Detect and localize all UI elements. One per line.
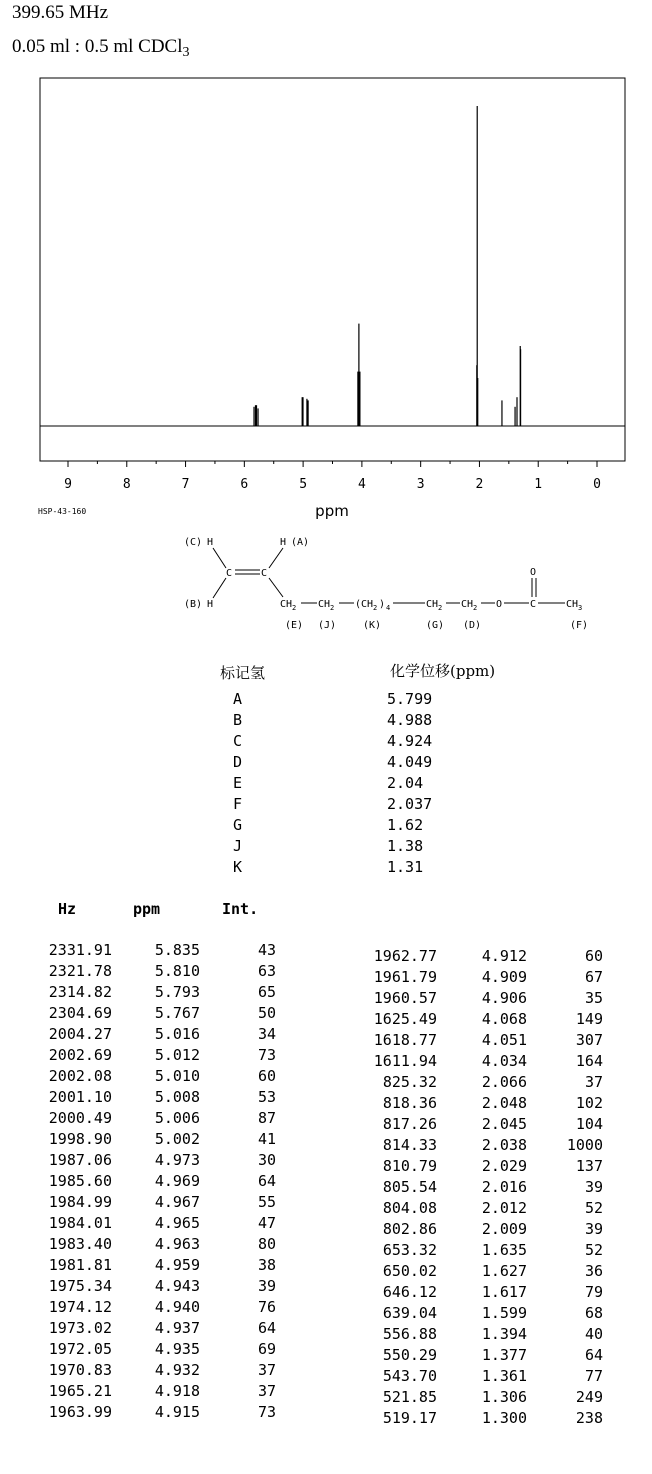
peak-hz: 1984.01 <box>48 1214 112 1232</box>
peak-int: 52 <box>584 1241 603 1259</box>
peak-int: 41 <box>257 1130 276 1148</box>
right-ppm-column <box>445 946 527 1429</box>
assign-shift: 1.38 <box>387 837 424 855</box>
label-j: (J) <box>318 620 337 631</box>
col-header-int: Int. <box>222 900 259 918</box>
sub-2: 2 <box>292 604 297 612</box>
peak-ppm: 2.045 <box>481 1115 527 1133</box>
peak-ppm: 1.599 <box>481 1304 527 1322</box>
peak-ppm: 1.361 <box>481 1367 527 1385</box>
peak-int: 64 <box>584 1346 603 1364</box>
peak-ppm: 5.793 <box>154 983 200 1001</box>
peak-ppm: 4.932 <box>154 1361 200 1379</box>
bond-hb-c <box>213 578 226 598</box>
peak-hz: 2001.10 <box>48 1088 112 1106</box>
sub-2: 2 <box>438 604 443 612</box>
peak-int: 39 <box>584 1178 603 1196</box>
assign-shifts-column <box>387 689 432 878</box>
peak-int: 87 <box>257 1109 276 1127</box>
peak-int: 164 <box>575 1052 603 1070</box>
peak-ppm: 2.048 <box>481 1094 527 1112</box>
peak-ppm: 5.810 <box>154 962 200 980</box>
assign-label: D <box>233 753 243 771</box>
peak-ppm: 4.912 <box>481 947 527 965</box>
peak-int: 39 <box>584 1220 603 1238</box>
atom-o-ester: O <box>496 599 503 610</box>
peak-ppm: 4.973 <box>154 1151 200 1169</box>
x-tick-label: 7 <box>181 477 190 492</box>
x-tick-label: 9 <box>64 477 72 492</box>
peak-hz: 2314.82 <box>48 983 112 1001</box>
peak-int: 76 <box>257 1298 276 1316</box>
peak-int: 50 <box>257 1004 276 1022</box>
peak-int: 37 <box>257 1382 276 1400</box>
assign-header-shift: 化学位移(ppm) <box>390 662 496 680</box>
assign-header-label: 标记氢 <box>220 664 266 682</box>
assign-label: K <box>233 858 243 876</box>
bond-c-ch2 <box>269 578 283 597</box>
peak-ppm: 4.051 <box>481 1031 527 1049</box>
peak-int: 64 <box>257 1172 276 1190</box>
peak-hz: 653.32 <box>382 1241 437 1259</box>
peak-int: 38 <box>257 1256 276 1274</box>
bond-ha-c <box>269 548 283 568</box>
peak-hz: 1965.21 <box>48 1382 112 1400</box>
peak-int: 65 <box>257 983 276 1001</box>
peak-ppm: 4.967 <box>154 1193 200 1211</box>
label-d: (D) <box>463 620 482 631</box>
peak-int: 52 <box>584 1199 603 1217</box>
peak-int: 55 <box>257 1193 276 1211</box>
assign-label: B <box>233 711 243 729</box>
label-b: (B) <box>184 599 203 610</box>
label-e: (E) <box>285 620 304 631</box>
atom-h-b: H <box>207 599 214 610</box>
peak-ppm: 1.617 <box>481 1283 527 1301</box>
peak-ppm: 4.918 <box>154 1382 200 1400</box>
peak-hz: 1974.12 <box>48 1298 112 1316</box>
peak-hz: 805.54 <box>382 1178 437 1196</box>
assign-label: E <box>233 774 243 792</box>
assign-shift: 4.924 <box>387 732 433 750</box>
peak-int: 137 <box>575 1157 603 1175</box>
peak-ppm: 4.935 <box>154 1340 200 1358</box>
sub-4: 4 <box>386 604 391 612</box>
peak-int: 73 <box>257 1046 276 1064</box>
peak-hz: 1985.60 <box>48 1172 112 1190</box>
right-hz-column <box>345 946 437 1429</box>
nmr-spectrum-chart <box>0 0 652 530</box>
peak-hz: 650.02 <box>382 1262 437 1280</box>
peak-hz: 1618.77 <box>373 1031 437 1049</box>
x-axis-label: ppm <box>315 502 349 520</box>
peak-ppm: 1.300 <box>481 1409 527 1427</box>
peak-ppm: 2.066 <box>481 1073 527 1091</box>
peak-ppm: 5.008 <box>154 1088 200 1106</box>
peak-ppm: 4.959 <box>154 1256 200 1274</box>
peak-ppm: 4.909 <box>481 968 527 986</box>
peak-hz: 2304.69 <box>48 1004 112 1022</box>
peak-ppm: 4.034 <box>481 1052 527 1070</box>
peak-ppm: 1.306 <box>481 1388 527 1406</box>
peak-hz: 1984.99 <box>48 1193 112 1211</box>
group-ch2-n: (CH <box>355 599 374 610</box>
peak-int: 47 <box>257 1214 276 1232</box>
peak-int: 63 <box>257 962 276 980</box>
peak-hz: 639.04 <box>382 1304 437 1322</box>
left-hz-column <box>20 940 112 1423</box>
peak-hz: 2000.49 <box>48 1109 112 1127</box>
assign-shift: 1.31 <box>387 858 424 876</box>
peak-int: 68 <box>584 1304 603 1322</box>
peaks-group <box>254 106 521 426</box>
peak-ppm: 5.006 <box>154 1109 200 1127</box>
assign-shift: 2.037 <box>387 795 433 813</box>
peak-ppm: 1.627 <box>481 1262 527 1280</box>
left-ppm-column <box>120 940 200 1423</box>
peak-hz: 818.36 <box>382 1094 437 1112</box>
peak-hz: 817.26 <box>382 1115 437 1133</box>
peak-ppm: 2.016 <box>481 1178 527 1196</box>
assign-shift: 2.04 <box>387 774 424 792</box>
peak-ppm: 2.038 <box>481 1136 527 1154</box>
peak-hz: 1981.81 <box>48 1256 112 1274</box>
sub-3: 3 <box>578 604 583 612</box>
peak-int: 34 <box>257 1025 276 1043</box>
atom-c-left: C <box>226 568 233 579</box>
assign-label: J <box>233 837 243 855</box>
group-ch2-2: CH <box>318 599 331 610</box>
x-tick-label: 3 <box>416 477 425 492</box>
assign-label: F <box>233 795 243 813</box>
x-axis-ticks <box>64 461 601 492</box>
peak-int: 80 <box>257 1235 276 1253</box>
peak-ppm: 1.377 <box>481 1346 527 1364</box>
peak-int: 102 <box>575 1094 603 1112</box>
peak-hz: 825.32 <box>382 1073 437 1091</box>
peak-ppm: 4.943 <box>154 1277 200 1295</box>
x-tick-label: 2 <box>475 477 484 492</box>
peak-ppm: 4.963 <box>154 1235 200 1253</box>
peak-hz: 1970.83 <box>48 1361 112 1379</box>
x-tick-label: 4 <box>357 477 366 492</box>
peak-int: 37 <box>584 1073 603 1091</box>
peak-ppm: 4.937 <box>154 1319 200 1337</box>
peak-int: 77 <box>584 1367 603 1385</box>
peak-hz: 1975.34 <box>48 1277 112 1295</box>
peak-int: 67 <box>584 968 603 986</box>
peak-int: 64 <box>257 1319 276 1337</box>
col-header-ppm: ppm <box>133 900 161 918</box>
peak-hz: 1987.06 <box>48 1151 112 1169</box>
peak-int: 35 <box>584 989 603 1007</box>
peak-int: 149 <box>575 1010 603 1028</box>
assign-shift: 4.049 <box>387 753 433 771</box>
peak-ppm: 5.835 <box>154 941 200 959</box>
peak-ppm: 5.016 <box>154 1025 200 1043</box>
peak-hz: 1960.57 <box>373 989 437 1007</box>
assign-label: G <box>233 816 243 834</box>
bond-hc-c <box>213 548 226 568</box>
peak-hz: 804.08 <box>382 1199 437 1217</box>
peak-int: 60 <box>584 947 603 965</box>
peak-int: 73 <box>257 1403 276 1421</box>
peak-ppm: 5.012 <box>154 1046 200 1064</box>
group-ch2-3: CH <box>426 599 439 610</box>
spectrometer-frequency: 399.65 MHz <box>12 2 109 23</box>
atom-h-a: H <box>280 537 287 548</box>
peak-int: 53 <box>257 1088 276 1106</box>
peak-ppm: 5.767 <box>154 1004 200 1022</box>
peak-int: 37 <box>257 1361 276 1379</box>
group-ch2-4: CH <box>461 599 474 610</box>
peak-int: 104 <box>575 1115 603 1133</box>
atom-o-carbonyl: O <box>530 567 537 578</box>
peak-ppm: 4.906 <box>481 989 527 1007</box>
label-f: (F) <box>570 620 589 631</box>
label-a: (A) <box>291 537 310 548</box>
peak-hz: 556.88 <box>382 1325 437 1343</box>
peak-ppm: 4.965 <box>154 1214 200 1232</box>
peak-hz: 810.79 <box>382 1157 437 1175</box>
peak-ppm: 4.068 <box>481 1010 527 1028</box>
sub-2: 2 <box>473 604 478 612</box>
atom-h-c: H <box>207 537 214 548</box>
plot-frame <box>40 78 625 461</box>
peak-ppm: 2.012 <box>481 1199 527 1217</box>
assign-labels-column <box>233 689 242 878</box>
peak-int: 43 <box>257 941 276 959</box>
assign-shift: 1.62 <box>387 816 424 834</box>
spectrum-code: HSP-43-160 <box>38 507 87 516</box>
peak-hz: 1625.49 <box>373 1010 437 1028</box>
sub-2: 2 <box>330 604 335 612</box>
peak-ppm: 1.394 <box>481 1325 527 1343</box>
left-int-column <box>220 940 276 1423</box>
group-ch2-1: CH <box>280 599 293 610</box>
peak-hz: 2002.69 <box>48 1046 112 1064</box>
peak-hz: 1998.90 <box>48 1130 112 1148</box>
peak-hz: 550.29 <box>382 1346 437 1364</box>
peak-ppm: 4.915 <box>154 1403 200 1421</box>
x-tick-label: 0 <box>593 477 601 492</box>
atom-c-right: C <box>261 568 268 579</box>
x-tick-label: 5 <box>299 477 308 492</box>
peak-hz: 802.86 <box>382 1220 437 1238</box>
assign-label: C <box>233 732 243 750</box>
peak-int: 238 <box>575 1409 603 1427</box>
peak-hz: 2331.91 <box>48 941 112 959</box>
peak-hz: 1963.99 <box>48 1403 112 1421</box>
peak-int: 307 <box>575 1031 603 1049</box>
peak-int: 60 <box>257 1067 276 1085</box>
peak-hz: 646.12 <box>382 1283 437 1301</box>
peak-int: 39 <box>257 1277 276 1295</box>
sub-2: 2 <box>373 604 378 612</box>
label-g: (G) <box>426 620 445 631</box>
col-header-hz: Hz <box>58 900 77 918</box>
peak-int: 249 <box>575 1388 603 1406</box>
label-c: (C) <box>184 537 203 548</box>
assign-shift: 4.988 <box>387 711 433 729</box>
peak-hz: 519.17 <box>382 1409 437 1427</box>
peak-ppm: 4.940 <box>154 1298 200 1316</box>
peak-ppm: 4.969 <box>154 1172 200 1190</box>
peak-hz: 1972.05 <box>48 1340 112 1358</box>
group-ch3: CH <box>566 599 579 610</box>
peak-hz: 543.70 <box>382 1367 437 1385</box>
x-tick-label: 6 <box>240 477 249 492</box>
peak-int: 1000 <box>566 1136 603 1154</box>
solvent-subscript: 3 <box>182 45 190 60</box>
peak-hz: 1962.77 <box>373 947 437 965</box>
peak-hz: 814.33 <box>382 1136 437 1154</box>
label-k: (K) <box>363 620 382 631</box>
paren-close: ) <box>379 599 386 610</box>
atom-c-carbonyl: C <box>530 599 537 610</box>
solvent-text: 0.05 ml : 0.5 ml CDCl <box>12 36 183 57</box>
peak-ppm: 2.009 <box>481 1220 527 1238</box>
peak-hz: 521.85 <box>382 1388 437 1406</box>
peak-hz: 1961.79 <box>373 968 437 986</box>
peak-hz: 1973.02 <box>48 1319 112 1337</box>
assign-shift: 5.799 <box>387 690 433 708</box>
peak-hz: 1983.40 <box>48 1235 112 1253</box>
peak-hz: 2321.78 <box>48 962 112 980</box>
peak-hz: 2002.08 <box>48 1067 112 1085</box>
peak-int: 69 <box>257 1340 276 1358</box>
peak-int: 30 <box>257 1151 276 1169</box>
peak-hz: 1611.94 <box>373 1052 437 1070</box>
peak-int: 79 <box>584 1283 603 1301</box>
x-tick-label: 1 <box>534 477 543 492</box>
peak-hz: 2004.27 <box>48 1025 112 1043</box>
peak-int: 36 <box>584 1262 603 1280</box>
right-int-column <box>540 946 603 1429</box>
peak-ppm: 5.010 <box>154 1067 200 1085</box>
peak-ppm: 2.029 <box>481 1157 527 1175</box>
peak-int: 40 <box>584 1325 603 1343</box>
peak-ppm: 5.002 <box>154 1130 200 1148</box>
x-tick-label: 8 <box>122 477 131 492</box>
assign-label: A <box>233 690 243 708</box>
peak-ppm: 1.635 <box>481 1241 527 1259</box>
